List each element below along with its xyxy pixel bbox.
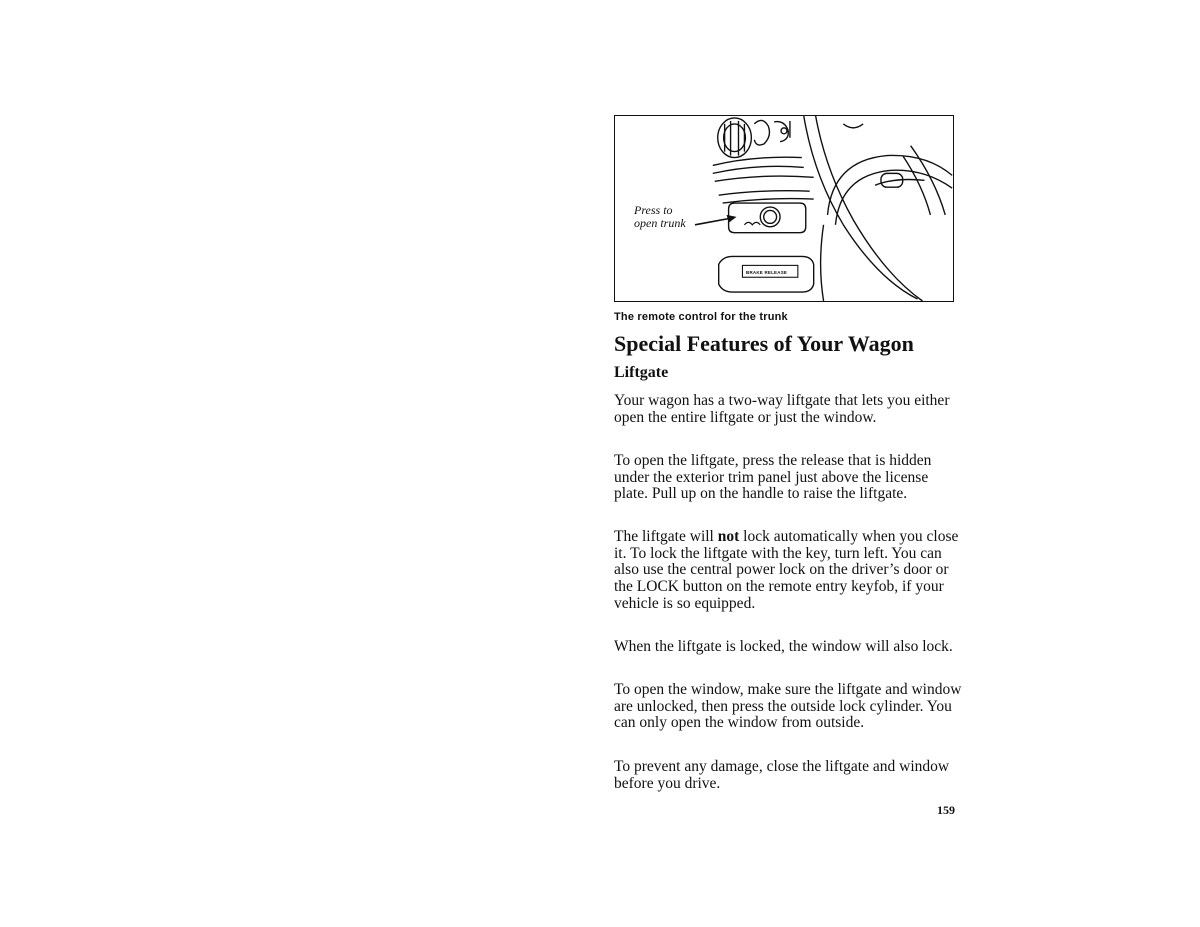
paragraph-5: To open the window, make sure the liftgate and window are unlocked, then press the outside lock cylinder. You can only open the window from outside.	[614, 681, 962, 732]
paragraph-3-start: The liftgate will	[614, 528, 718, 545]
emphasis-not: not	[717, 528, 740, 545]
callout-arrow	[695, 215, 737, 225]
callout-label	[634, 204, 686, 229]
trunk-release-switch-drawing	[729, 203, 806, 233]
callout-line-1: Press to	[634, 203, 673, 217]
paragraph-1: Your wagon has a two-way liftgate that lets you either open the entire liftgate or just the window.	[614, 392, 950, 426]
dashboard-lines	[713, 157, 814, 203]
steering-wheel-drawing	[804, 116, 952, 301]
paragraph-6: To prevent any damage, close the liftgate and window before you drive.	[614, 758, 950, 792]
trunk-remote-illustration	[614, 115, 954, 302]
callout-line-2: open trunk	[634, 215, 686, 230]
vent-knob-drawing	[718, 118, 790, 158]
figure-caption: The remote control for the trunk	[614, 311, 788, 323]
paragraph-2: To open the liftgate, press the release that is hidden under the exterior trim panel just above the license plate. Pull up on the handle to raise the liftgate.	[614, 452, 932, 503]
section-title: Special Features of Your Wagon	[614, 331, 914, 356]
paragraph-4: When the liftgate is locked, the window will also lock.	[614, 638, 953, 655]
brake-release-label: BRAKE RELEASE	[746, 270, 788, 275]
subheading-liftgate: Liftgate	[614, 364, 669, 381]
paragraph-3	[614, 529, 964, 613]
paragraph-3-end: lock automatically when you close it. To lock the liftgate with the key, turn left. You can also use the central power lock on the driver’s door or the LOCK button on the remote entry keyfob, if your vehicle is so equipped.	[614, 528, 959, 612]
page-number: 159	[937, 803, 955, 817]
